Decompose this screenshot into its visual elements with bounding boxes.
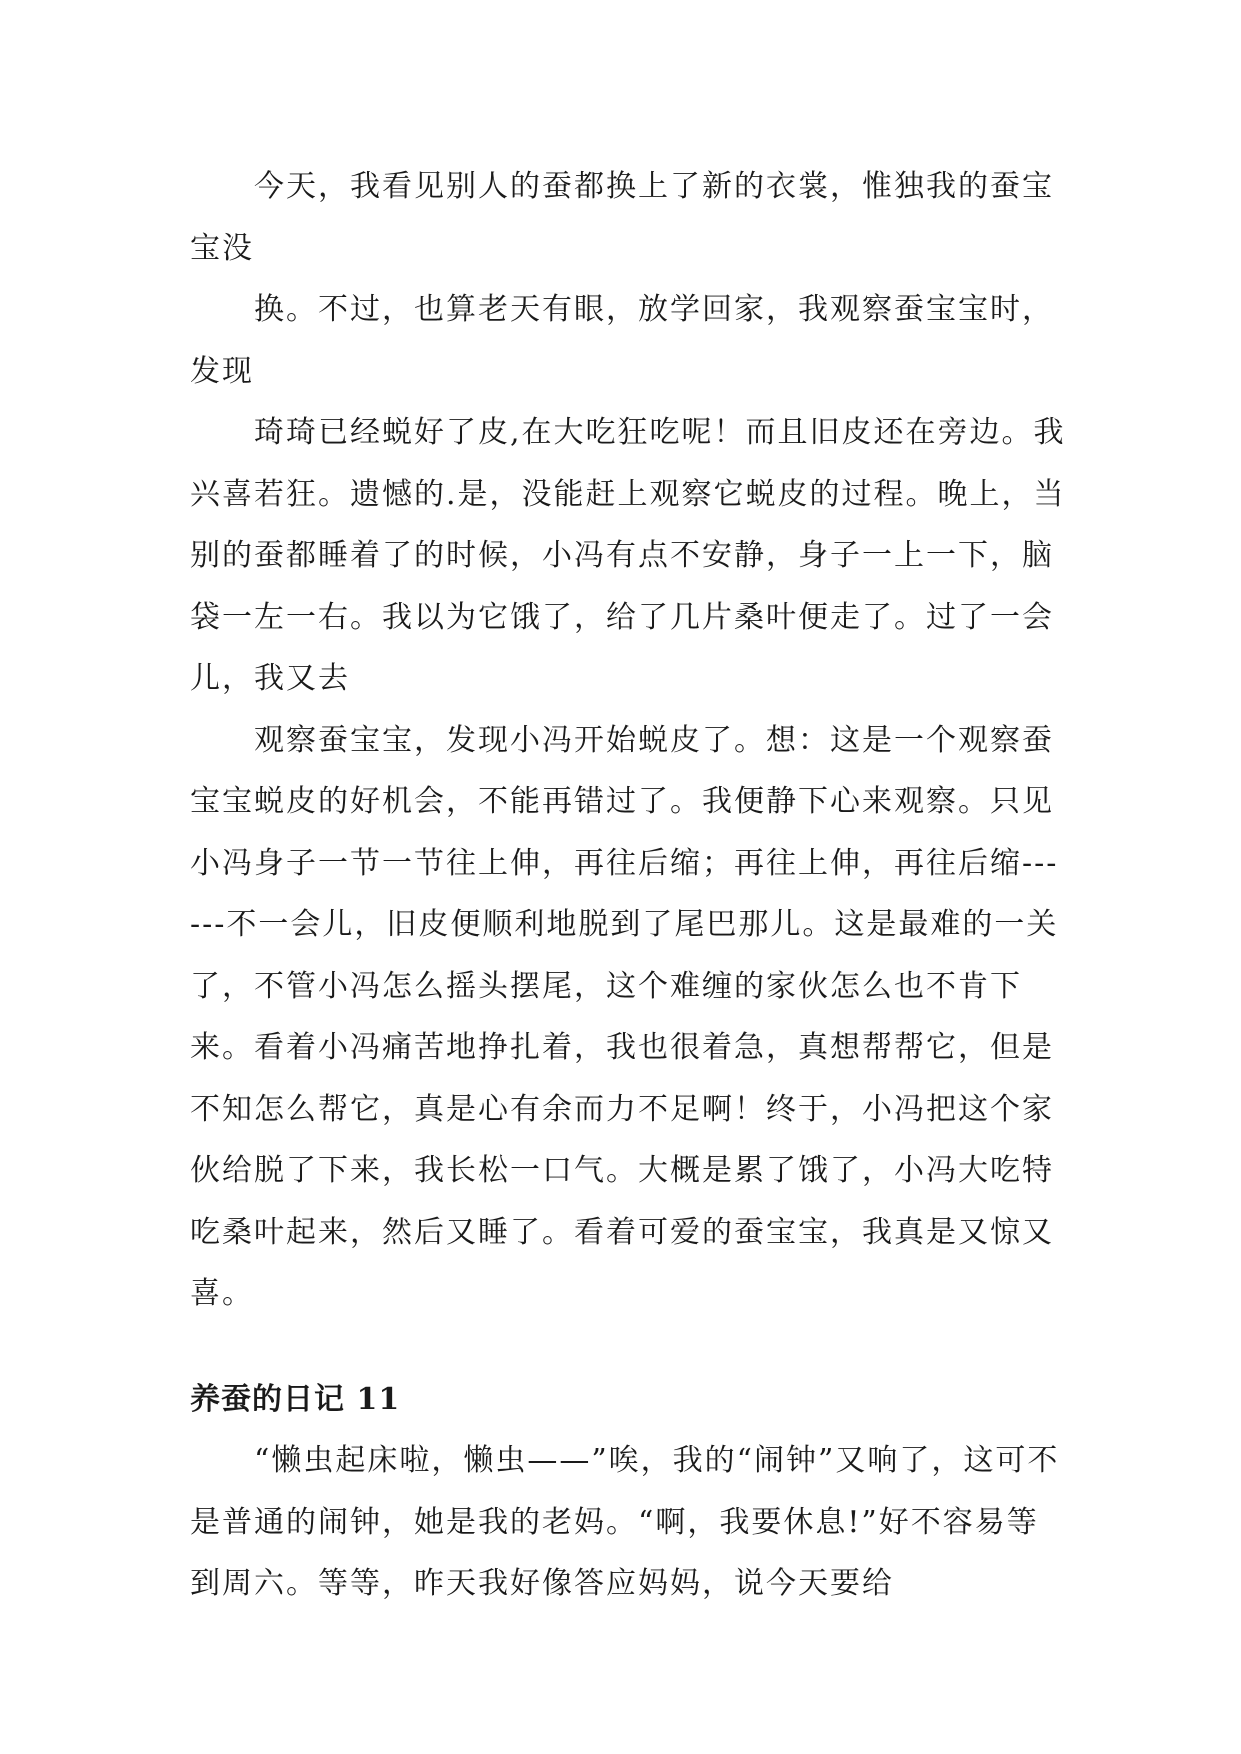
paragraph-1: 今天，我看见别人的蚕都换上了新的衣裳，惟独我的蚕宝宝没	[190, 169, 1054, 266]
paragraph-3: 琦琦已经蜕好了皮,在大吃狂吃呢！而且旧皮还在旁边。我兴喜若狂。遗憾的.是，没能赶上观察它蜕皮的过程。晚上，当别的蚕都睡着了的时候，小冯有点不安静，身子一上一下，脑袋一左一右。我以为它饿了，给了几片桑叶便走了。过了一会儿，我又去	[190, 415, 1066, 696]
paragraph-2: 换。不过，也算老天有眼，放学回家，我观察蚕宝宝时，发现	[190, 292, 1054, 389]
section-spacer	[190, 1325, 1070, 1369]
section-title: 养蚕的日记 11	[190, 1381, 401, 1417]
paragraph-4: 观察蚕宝宝，发现小冯开始蜕皮了。想：这是一个观察蚕宝宝蜕皮的好机会，不能再错过了。我便静下心来观察。只见小冯身子一节一节往上伸，再往后缩；再往上伸，再往后缩------不一会儿，旧皮便顺利地脱到了尾巴那儿。这是最难的一关了，不管小冯怎么摇头摆尾，这个难缠的家伙怎么也不肯下来。看着小冯痛苦地挣扎着，我也很着急，真想帮帮它，但是不知怎么帮它，真是心有余而力不足啊！终于，小冯把这个家伙给脱了下来，我长松一口气。大概是累了饿了，小冯大吃特吃桑叶起来，然后又睡了。看着可爱的蚕宝宝，我真是又惊又喜。	[190, 722, 1059, 1311]
document-body	[190, 156, 1070, 1615]
paragraph-5: “懒虫起床啦，懒虫——”唉，我的“闹钟”又响了，这可不是普通的闹钟，她是我的老妈。“啊，我要休息!”好不容易等到周六。等等，昨天我好像答应妈妈，说今天要给	[190, 1443, 1060, 1601]
